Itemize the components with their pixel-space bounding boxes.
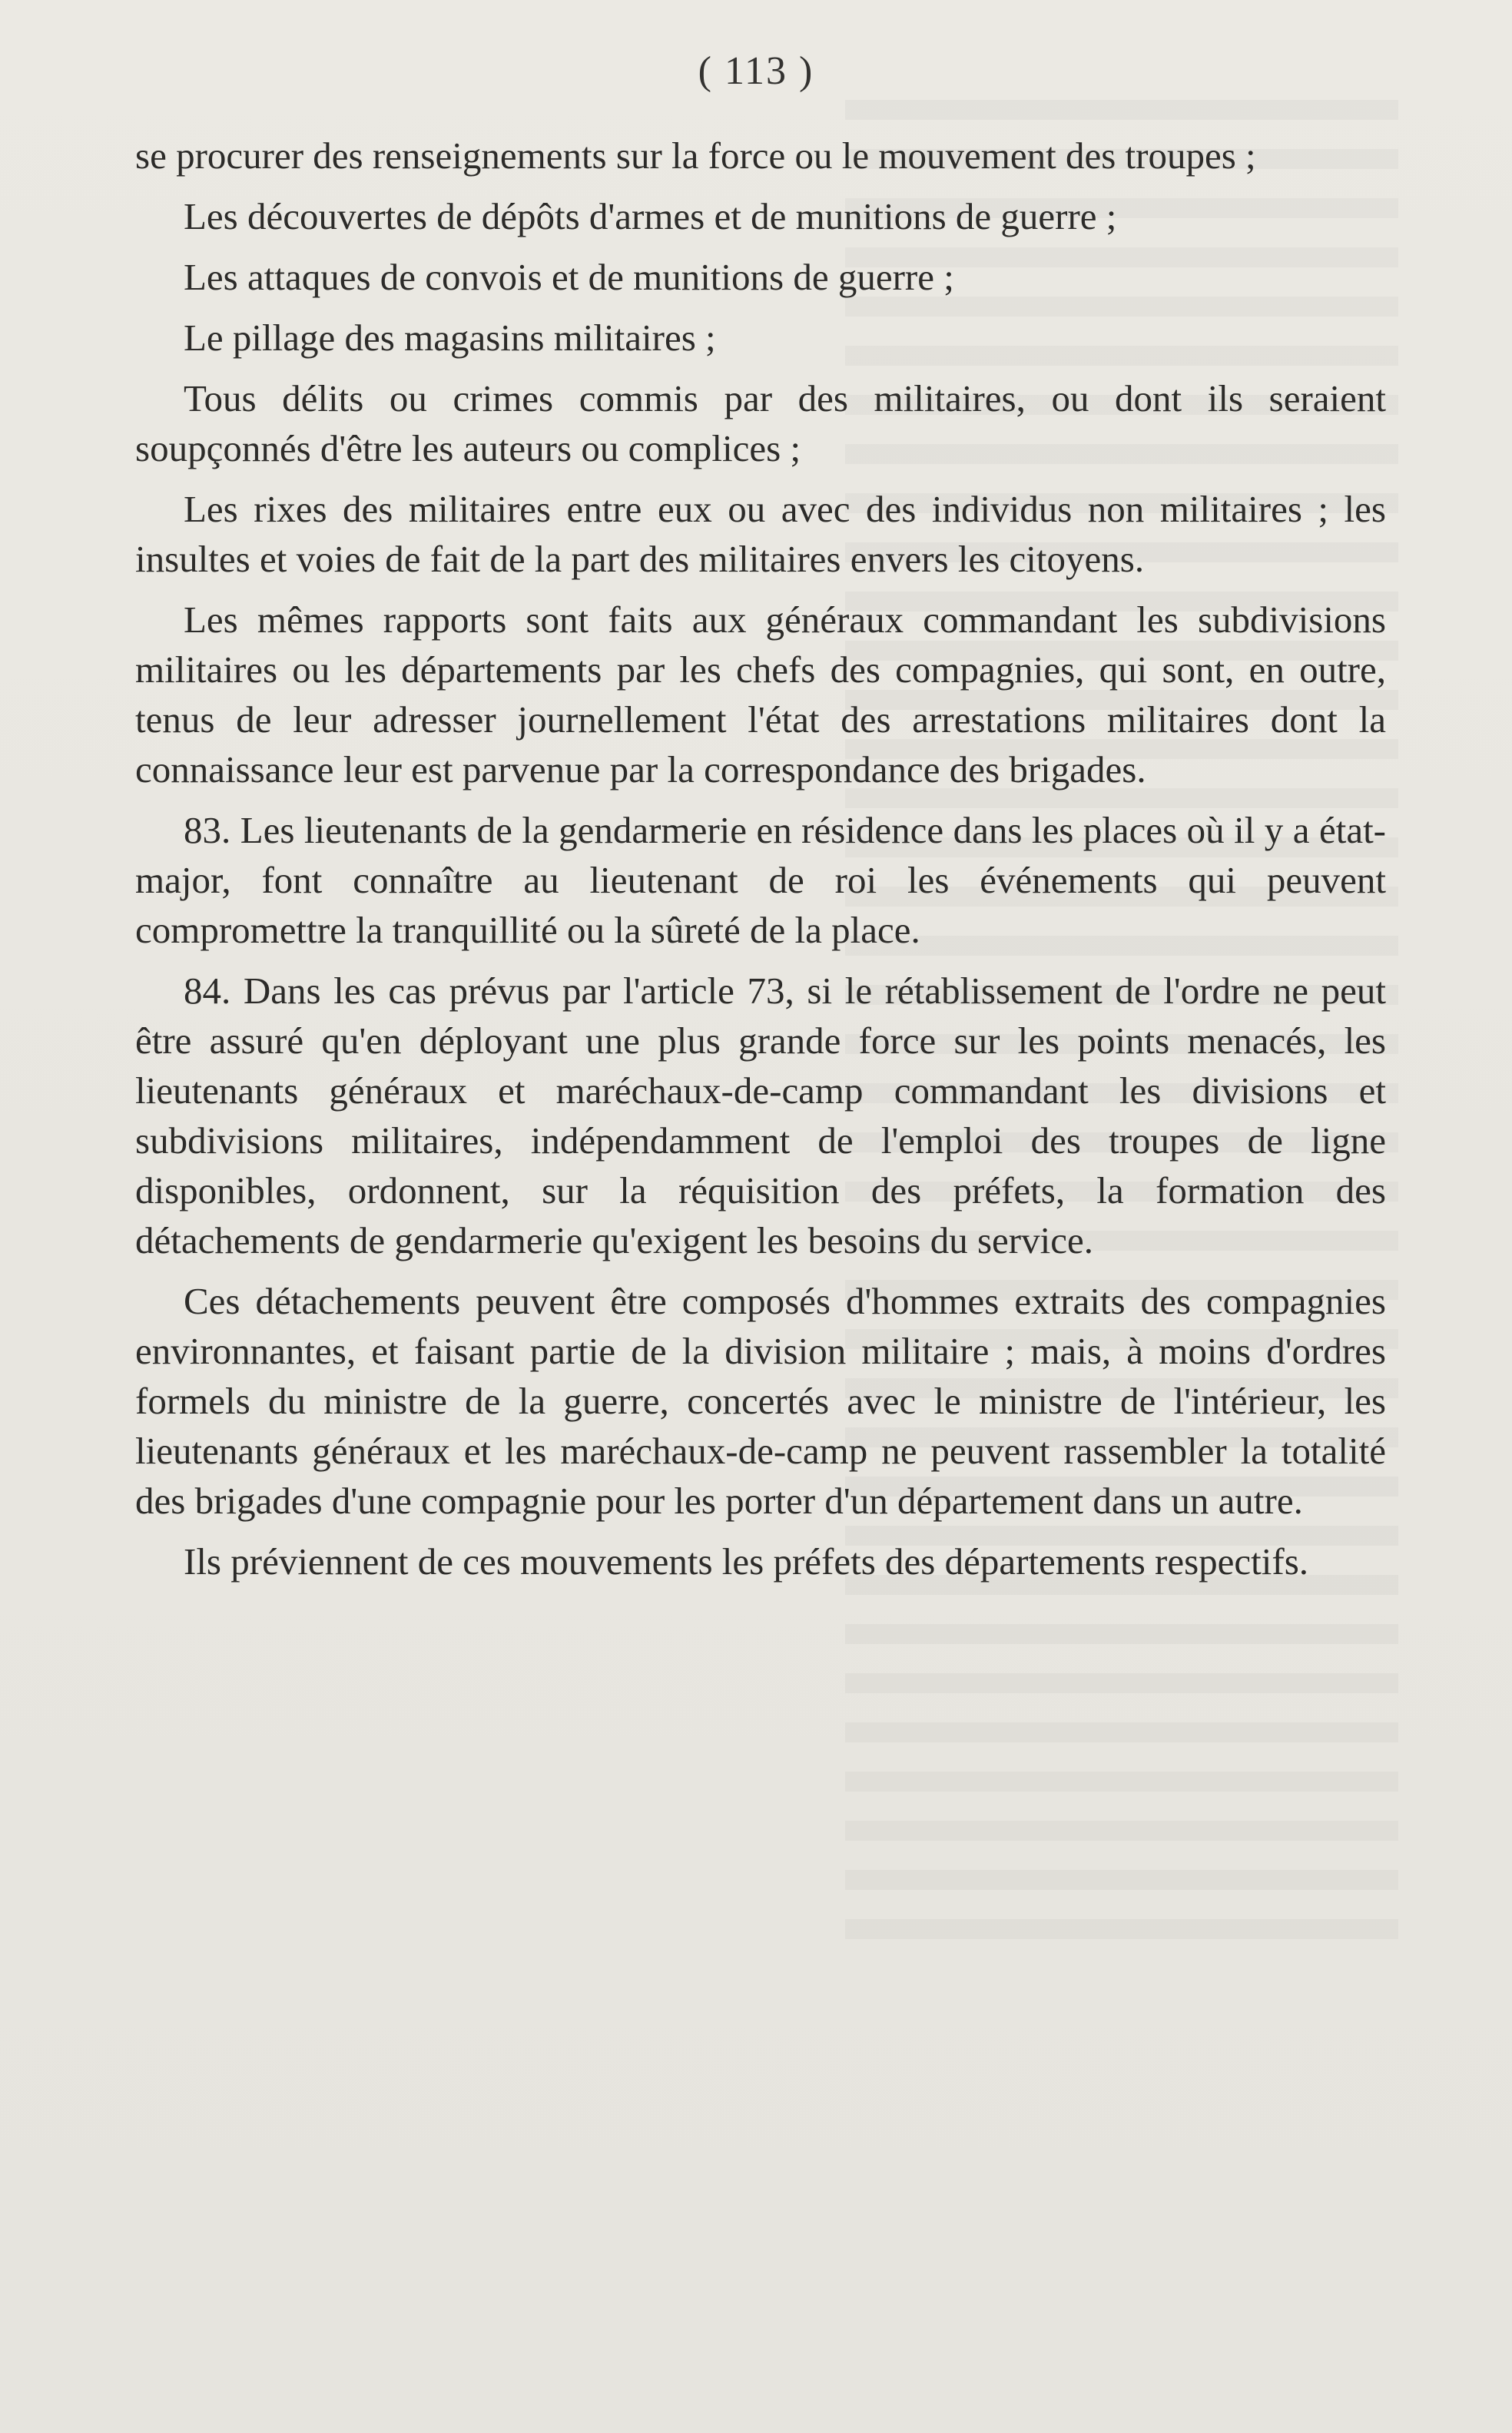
paragraph-brawls: Les rixes des militaires entre eux ou avec des individus non militaires ; les insultes et voies de fait de la part des militaires envers les citoyens. (135, 488, 1386, 580)
paragraph-prefects: Ils préviennent de ces mouvements les préfets des départements respectifs. (184, 1540, 1309, 1583)
body-text (135, 131, 1386, 1597)
page-number: ( 113 ) (698, 49, 814, 93)
paragraph-detachments: Ces détachements peuvent être composés d'hommes extraits des compagnies environnantes, et faisant partie de la division militaire ; mais, à moins d'ordres formels du ministre de la guerre, concertés avec le ministre de l'intérieur, les lieutenants généraux et les maréchaux-de-camp ne peuvent rassembler la totalité des brigades d'une compagnie pour les porter d'un département dans un autre. (135, 1280, 1386, 1522)
paragraph-same-reports: Les mêmes rapports sont faits aux généraux commandant les subdivisions militaires ou les départements par les chefs des compagnies, qui sont, en outre, tenus de leur adresser journellement l'état des arrestations militaires dont la connaissance leur est parvenue par la correspondance des brigades. (135, 598, 1386, 791)
paragraph-convoy-attacks: Les attaques de convois et de munitions de guerre ; (184, 256, 954, 298)
paragraph-depot-discoveries: Les découvertes de dépôts d'armes et de munitions de guerre ; (184, 195, 1117, 237)
paragraph-offenses: Tous délits ou crimes commis par des militaires, ou dont ils seraient soupçonnés d'être les auteurs ou complices ; (135, 377, 1386, 469)
article-84 (135, 966, 1386, 1265)
article-number: 83. (184, 809, 231, 851)
article-83 (135, 805, 1386, 955)
article-text: Dans les cas prévus par l'article 73, si le rétablissement de l'ordre ne peut être assuré qu'en déployant une plus grande force sur les points menacés, les lieutenants généraux et maréchaux-de-camp commandant les divisions et subdivisions militaires, indépendamment de l'emploi des troupes de ligne disponibles, ordonnent, sur la réquisition des préfets, la formation des détachements de gendarmerie qu'exigent les besoins du service. (135, 970, 1387, 1261)
article-text: Les lieutenants de la gendarmerie en résidence dans les places où il y a état-major, font connaître au lieutenant de roi les événements qui peuvent compromettre la tranquillité ou la sûreté de la place. (135, 809, 1386, 951)
paragraph-continuation: se procurer des renseignements sur la force ou le mouvement des troupes ; (135, 134, 1256, 177)
paragraph-pillage: Le pillage des magasins militaires ; (184, 317, 716, 359)
article-number: 84. (184, 970, 231, 1012)
